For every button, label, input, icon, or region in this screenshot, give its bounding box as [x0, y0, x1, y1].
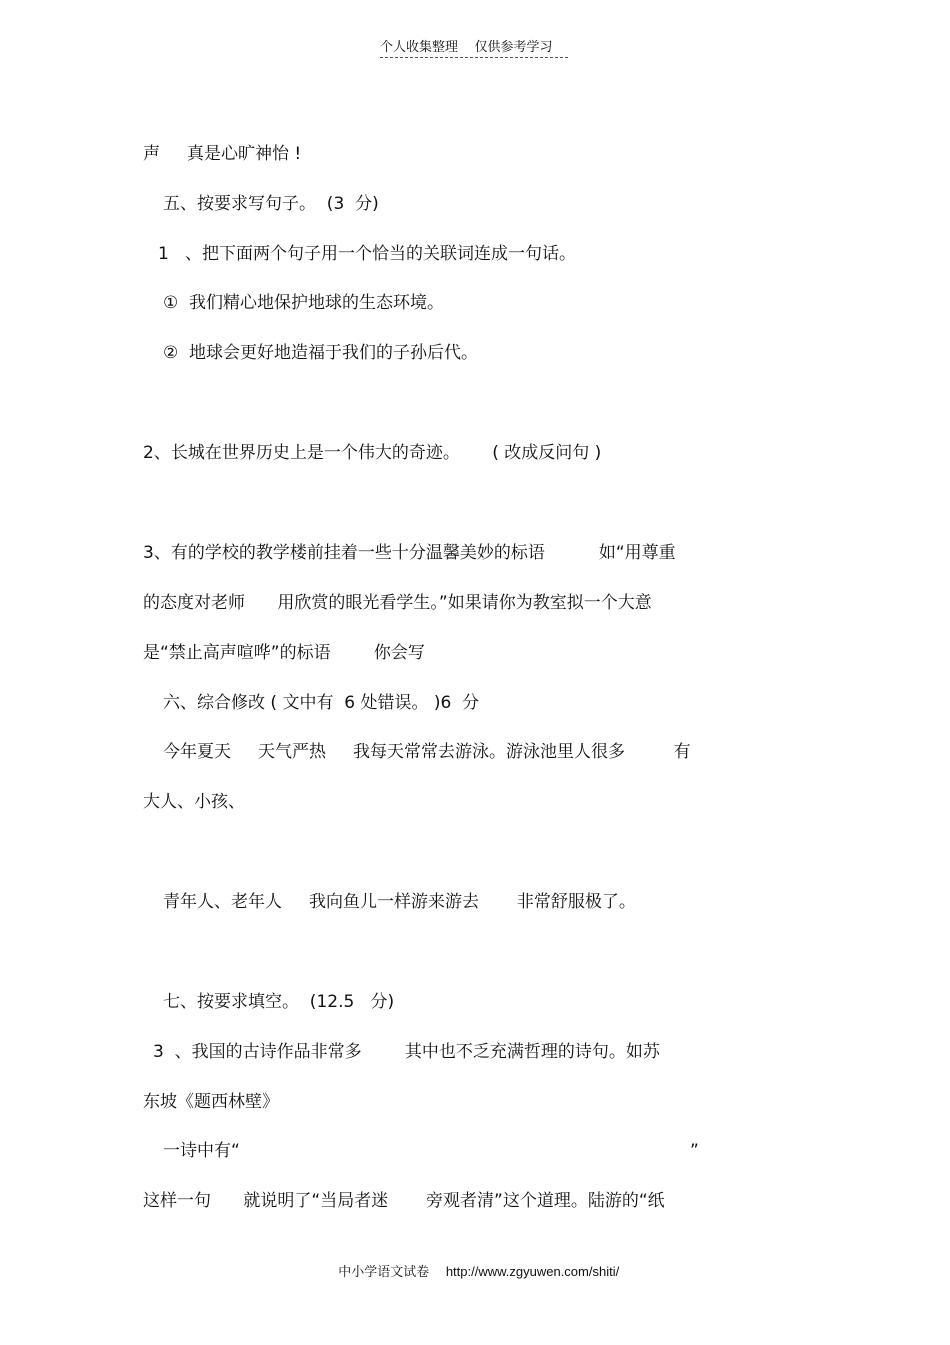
section-five-heading: 五、按要求写句子。 (3 分): [163, 194, 379, 214]
closing-quote-mark: ”: [690, 1141, 699, 1161]
question-poem-line-3: 一诗中有“: [163, 1141, 240, 1161]
question-3-line-3: 是“禁止高声喧哗”的标语 你会写: [143, 643, 425, 663]
sentence-2: ② 地球会更好地造福于我们的子孙后代。: [163, 343, 479, 363]
question-3-line-1: 3、有的学校的教学楼前挂着一些十分温馨美妙的标语 如“用尊重: [143, 543, 676, 563]
passage-line-3: 青年人、老年人 我向鱼儿一样游来游去 非常舒服极了。: [163, 892, 636, 912]
section-six-heading: 六、综合修改 ( 文中有 6 处错误。 )6 分: [163, 693, 480, 713]
question-2: 2、长城在世界历史上是一个伟大的奇迹。 ( 改成反问句 ): [143, 443, 602, 463]
section-seven-heading: 七、按要求填空。 (12.5 分): [163, 992, 395, 1012]
sentence-1: ① 我们精心地保护地球的生态环境。: [163, 293, 445, 313]
footer-site-name: 中小学语文试卷: [338, 1265, 430, 1280]
text-line-sound: 声 真是心旷神怡 !: [143, 144, 302, 164]
footer-url: http://www.zgyuwen.com/shiti/: [445, 1264, 620, 1279]
page-footer: [330, 1248, 619, 1281]
question-poem-line-1: 3 、我国的古诗作品非常多 其中也不乏充满哲理的诗句。如苏: [153, 1042, 660, 1062]
passage-line-2: 大人、小孩、: [143, 792, 245, 812]
question-3-line-2: 的态度对老师 用欣赏的眼光看学生。”如果请你为教室拟一个大意: [143, 593, 652, 613]
page-header: 个人收集整理 仅供参考学习: [380, 40, 568, 58]
question-1-prompt: 1 、把下面两个句子用一个恰当的关联词连成一句话。: [158, 244, 577, 264]
question-poem-line-2: 东坡《题西林壁》: [143, 1092, 279, 1112]
question-poem-line-4: 这样一句 就说明了“当局者迷 旁观者清”这个道理。陆游的“纸: [143, 1191, 665, 1211]
passage-line-1: 今年夏天 天气严热 我每天常常去游泳。游泳池里人很多 有: [163, 742, 691, 762]
